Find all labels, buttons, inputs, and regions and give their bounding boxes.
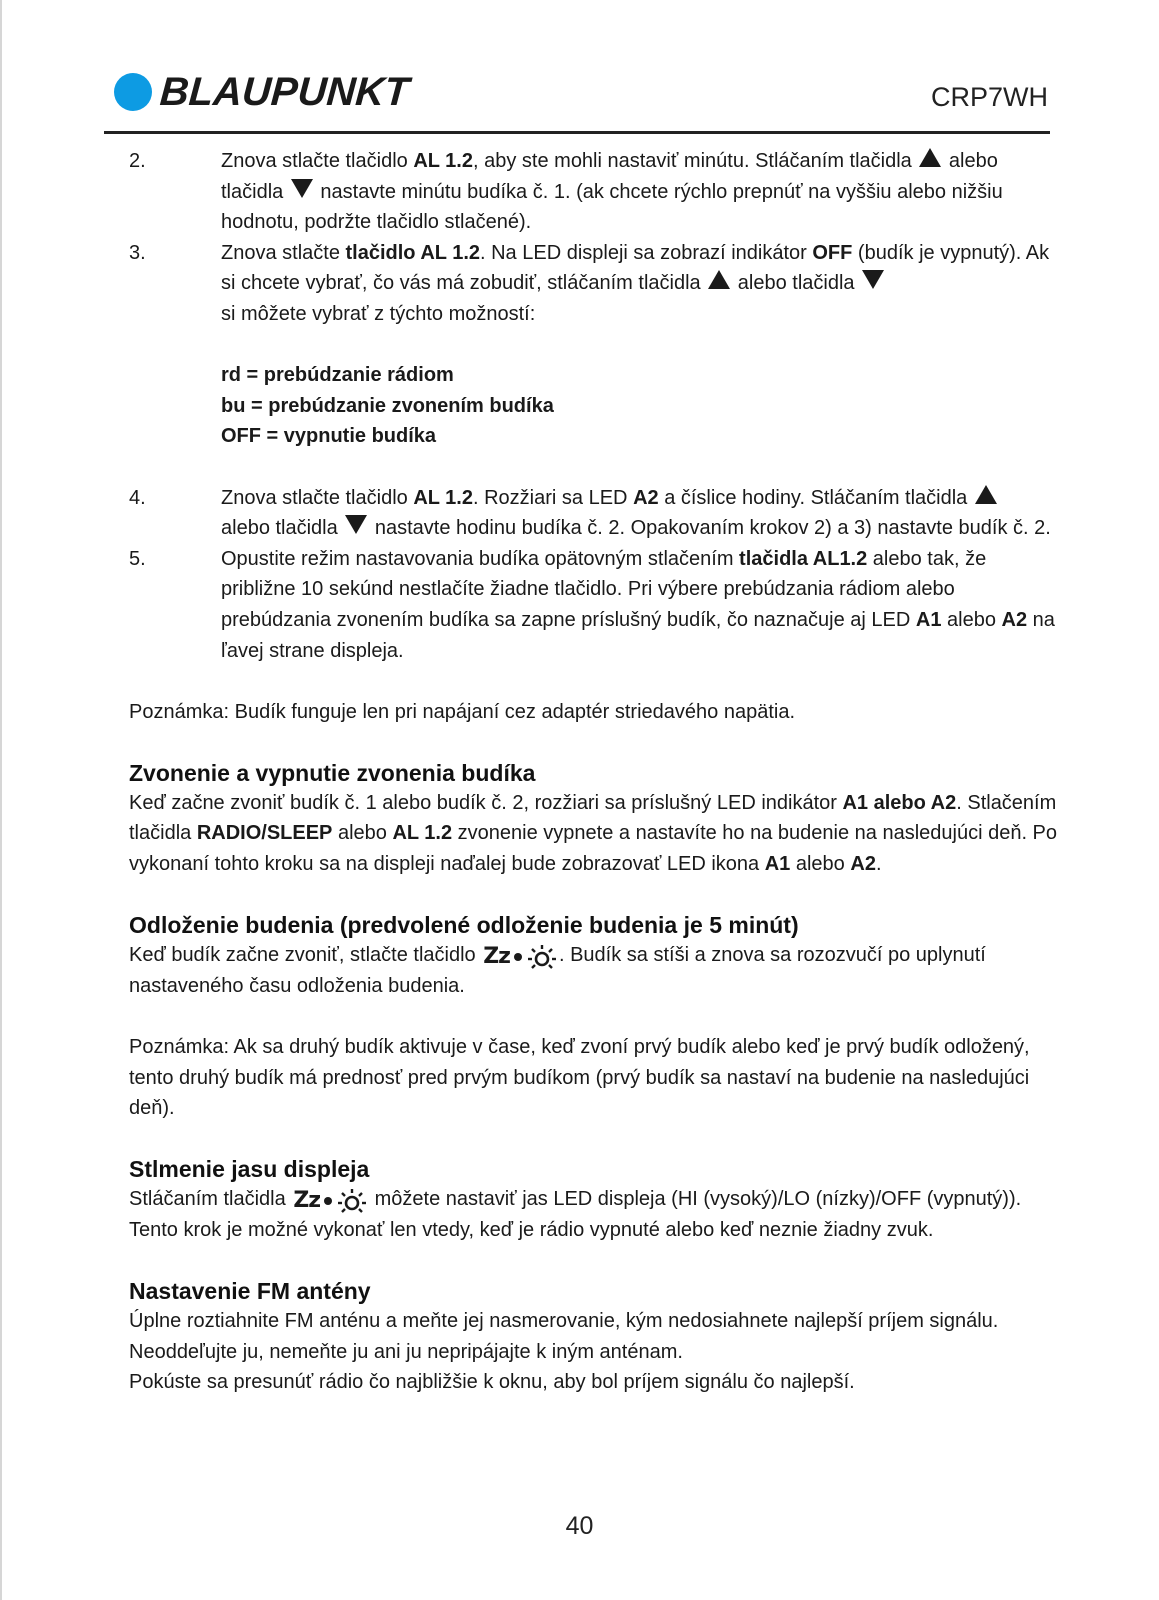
section-title-antenna: Nastavenie FM antény xyxy=(129,1278,371,1305)
bold-text: AL 1.2 xyxy=(392,822,453,845)
snooze-zz-icon: Zz xyxy=(293,1188,321,1214)
page-header xyxy=(104,70,1050,134)
step-item xyxy=(129,544,1059,666)
step-item xyxy=(129,238,1059,330)
bold-text: AL 1.2 xyxy=(413,486,473,509)
up-arrow-icon xyxy=(919,148,941,167)
text: Znova stlačte tlačidlo xyxy=(221,150,414,172)
text: Znova stlačte xyxy=(221,241,346,264)
option-off: OFF = vypnutie budíka xyxy=(221,425,437,448)
step-number: 5. xyxy=(129,547,146,570)
text: alebo tlačidla xyxy=(732,272,855,295)
bold-text: A1 xyxy=(764,853,791,876)
model-number: CRP7WH xyxy=(930,82,1048,112)
text: , aby ste mohli nastaviť minútu. Stláčaním tlačidla xyxy=(473,150,912,172)
up-arrow-icon xyxy=(975,485,997,504)
section-title-snooze: Odloženie budenia (predvolené odloženie budenia je 5 minút) xyxy=(129,912,799,939)
text: Keď začne zvoniť budík č. 1 alebo budík č. 2, rozžiari sa príslušný LED indikátor xyxy=(129,791,843,814)
bold-text: A2 xyxy=(633,486,659,509)
option-buzzer: bu = prebúdzanie zvonením budíka xyxy=(221,394,554,417)
bold-text: A2 xyxy=(1001,608,1028,631)
text: alebo tlačidla xyxy=(221,517,338,540)
text: Keď budík začne zvoniť, stlačte tlačidlo xyxy=(129,944,476,967)
text: alebo tak, že približne 10 sekúnd nestlačíte žiadne tlačidlo. Pri výbere prebúdzania rádiom alebo prebúdzania zvonením budíka sa zapne príslušný budík, čo naznačuje aj LED xyxy=(221,547,987,631)
text: Znova stlačte tlačidlo xyxy=(221,486,414,509)
brand-logo xyxy=(114,72,409,112)
text: alebo xyxy=(941,608,1002,631)
text: . xyxy=(875,853,882,876)
down-arrow-icon xyxy=(291,179,313,198)
step-number: 3. xyxy=(129,241,146,264)
step-number: 2. xyxy=(129,150,146,172)
bullet-dot-icon xyxy=(324,1197,332,1205)
header-divider xyxy=(104,131,1050,134)
section-title-dimmer: Stlmenie jasu displeja xyxy=(129,1156,370,1183)
section-title-ringing: Zvonenie a vypnutie zvonenia budíka xyxy=(129,759,536,786)
text: . Na LED displeji sa zobrazí indikátor xyxy=(480,241,813,264)
text: alebo tlačidla xyxy=(221,150,998,203)
section-text-snooze xyxy=(129,940,1059,1001)
brand-dot-icon xyxy=(114,73,152,111)
bold-text: tlačidla AL1.2 xyxy=(739,547,868,570)
bold-text: A1 alebo A2 xyxy=(842,791,957,814)
bullet-dot-icon xyxy=(514,953,522,961)
bold-text: OFF xyxy=(812,241,853,264)
option-radio: rd = prebúdzanie rádiom xyxy=(221,364,454,387)
bold-text: A1 xyxy=(915,608,942,631)
step-item xyxy=(129,146,1059,238)
section-text-dimmer xyxy=(129,1184,1059,1245)
text: si môžete vybrať z týchto možností: xyxy=(221,302,536,325)
bold-text: AL 1.2 xyxy=(413,150,473,172)
bold-text: tlačidlo AL 1.2 xyxy=(345,241,480,264)
note-second-alarm: Poznámka: Ak sa druhý budík aktivuje v čase, keď zvoní prvý budík alebo keď je prvý budík odložený, tento druhý budík má prednosť pred prvým budíkom (prvý budík sa nastaví na budenie na nasledujúci deň). xyxy=(129,1036,1030,1120)
section-text-antenna: Úplne roztiahnite FM anténu a meňte jej nasmerovanie, kým nedosiahnete najlepší príjem signálu. Neoddeľujte ju, nemeňte ju ani ju nepripájajte k iným anténam. xyxy=(129,1310,999,1363)
text: (budík je vypnutý). Ak si chcete vybrať, čo vás má zobudiť, stláčaním tlačidla xyxy=(221,241,1050,295)
text: zvonenie vypnete a nastavíte ho na budenie na nasledujúci deň. Po vykonaní tohto kroku sa na displeji naďalej bude zobrazovať LED ikona xyxy=(129,822,1058,876)
section-text-antenna-tip: Pokúste sa presunúť rádio čo najbližšie k oknu, aby bol príjem signálu čo najlepší. xyxy=(129,1371,855,1394)
options-list xyxy=(129,360,1059,452)
bold-text: RADIO/SLEEP xyxy=(196,822,333,845)
page-number: 40 xyxy=(565,1512,594,1540)
text: na ľavej strane displeja. xyxy=(221,608,1055,662)
bold-text: A2 xyxy=(850,853,876,876)
step-item xyxy=(129,483,1059,544)
text: . Rozžiari sa LED xyxy=(473,486,634,509)
text: alebo xyxy=(332,822,393,845)
text: Stláčaním tlačidla xyxy=(129,1188,286,1211)
text: nastavte minútu budíka č. 1. (ak chcete rýchlo prepnúť na vyššiu alebo nižšiu hodnotu, podržte tlačidlo stlačené). xyxy=(221,180,1003,234)
down-arrow-icon xyxy=(862,270,884,289)
snooze-zz-icon: Zz xyxy=(483,944,510,970)
text: a číslice hodiny. Stláčaním tlačidla xyxy=(658,486,968,509)
text: . Budík sa stíši a znova sa rozozvučí po uplynutí nastaveného času odloženia budenia. xyxy=(129,944,986,997)
snooze-dimmer-button-icon xyxy=(293,1188,367,1214)
document-body xyxy=(129,146,1059,1398)
text: alebo xyxy=(790,853,851,876)
note-power: Poznámka: Budík funguje len pri napájaní cez adaptér striedavého napätia. xyxy=(129,700,795,723)
up-arrow-icon xyxy=(708,270,730,289)
brightness-sun-icon xyxy=(337,1188,367,1214)
section-text-ringing xyxy=(129,788,1059,880)
snooze-dimmer-button-icon xyxy=(483,944,557,970)
down-arrow-icon xyxy=(345,515,367,534)
text: nastavte hodinu budíka č. 2. Opakovaním krokov 2) a 3) nastavte budík č. 2. xyxy=(369,517,1051,540)
brand-name: BLAUPUNKT xyxy=(158,70,411,114)
text: . Stlačením tlačidla xyxy=(129,791,1057,845)
brightness-sun-icon xyxy=(527,944,557,970)
text: môžete nastaviť jas LED displeja (HI (vysoký)/LO (nízky)/OFF (vypnutý)). Tento krok je možné vykonať len vtedy, keď je rádio vypnuté alebo keď neznie žiadny zvuk. xyxy=(129,1188,1022,1241)
page-edge xyxy=(0,0,2,1600)
step-number: 4. xyxy=(129,486,146,509)
text: Opustite režim nastavovania budíka opätovným stlačením xyxy=(221,547,740,570)
